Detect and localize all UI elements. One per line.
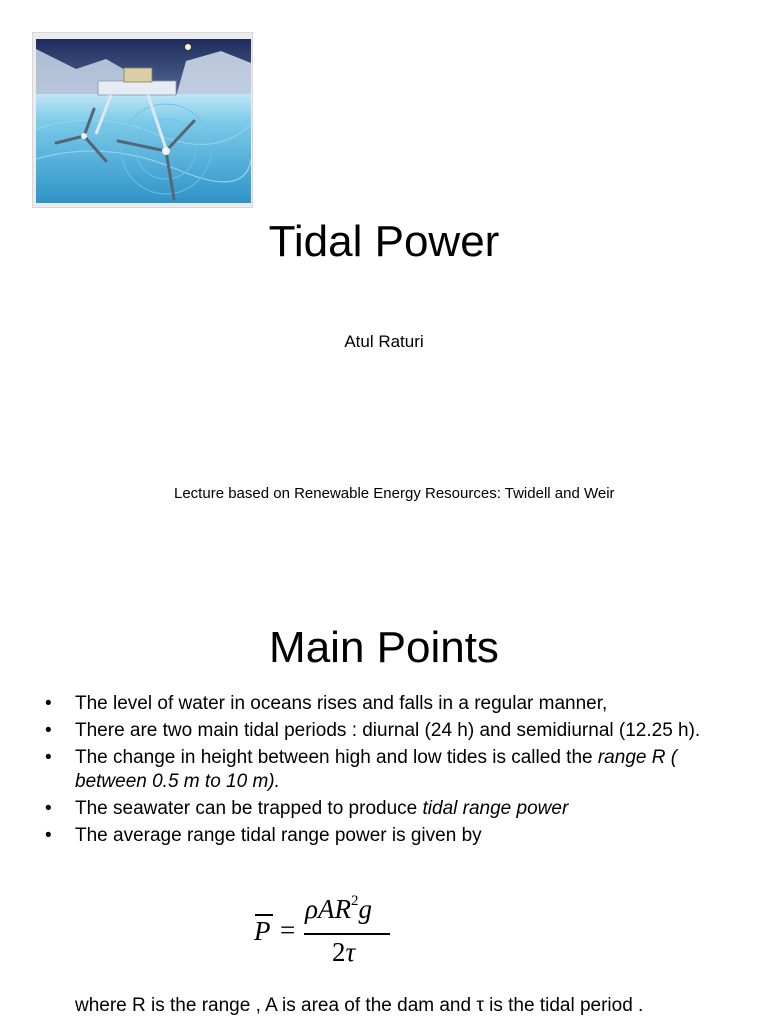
list-item — [45, 692, 745, 716]
bullet: • — [45, 720, 52, 741]
formula-explanation: where R is the range , A is area of the dam and τ is the tidal period . — [75, 995, 644, 1016]
numerator-exponent: 2 — [350, 893, 359, 909]
bullet: • — [45, 747, 52, 768]
main-points-title: Main Points — [269, 623, 499, 672]
tidal-scene-image — [36, 39, 251, 203]
denominator-number: 2 — [332, 937, 346, 967]
list-item — [45, 824, 745, 848]
list-item — [45, 797, 745, 821]
point-text: The seawater can be trapped to produce — [75, 798, 423, 819]
bullet: • — [45, 798, 52, 819]
numerator-g: g — [358, 894, 372, 924]
point-text: The change in height between high and low tides is called the — [75, 747, 598, 768]
numerator-base: ρAR — [305, 894, 351, 924]
tidal-turbines-illustration — [32, 32, 253, 208]
denominator-tau: τ — [345, 937, 356, 967]
main-points-list — [45, 692, 745, 851]
point-emphasis: range R ( between 0.5 m to 10 m). — [75, 747, 678, 792]
bullet: • — [45, 825, 52, 846]
slide-title: Tidal Power — [268, 217, 500, 266]
lecture-note: Lecture based on Renewable Energy Resources: Twidell and Weir — [174, 485, 615, 502]
point-text: The level of water in oceans rises and falls in a regular manner, — [75, 693, 608, 714]
bullet: • — [45, 693, 52, 714]
list-item — [45, 719, 745, 743]
list-item — [45, 746, 745, 794]
point-emphasis: tidal range power — [422, 798, 569, 819]
point-text: The average range tidal range power is given by — [75, 825, 482, 846]
fraction-bar — [304, 933, 390, 935]
point-text: There are two main tidal periods : diurnal (24 h) and semidiurnal (12.25 h). — [75, 720, 701, 741]
power-formula — [254, 892, 404, 972]
formula-denominator — [332, 937, 355, 968]
formula-lhs: P — [254, 916, 271, 946]
formula-numerator — [305, 894, 372, 925]
formula-equals: = — [280, 915, 296, 945]
author-name: Atul Raturi — [344, 332, 424, 351]
